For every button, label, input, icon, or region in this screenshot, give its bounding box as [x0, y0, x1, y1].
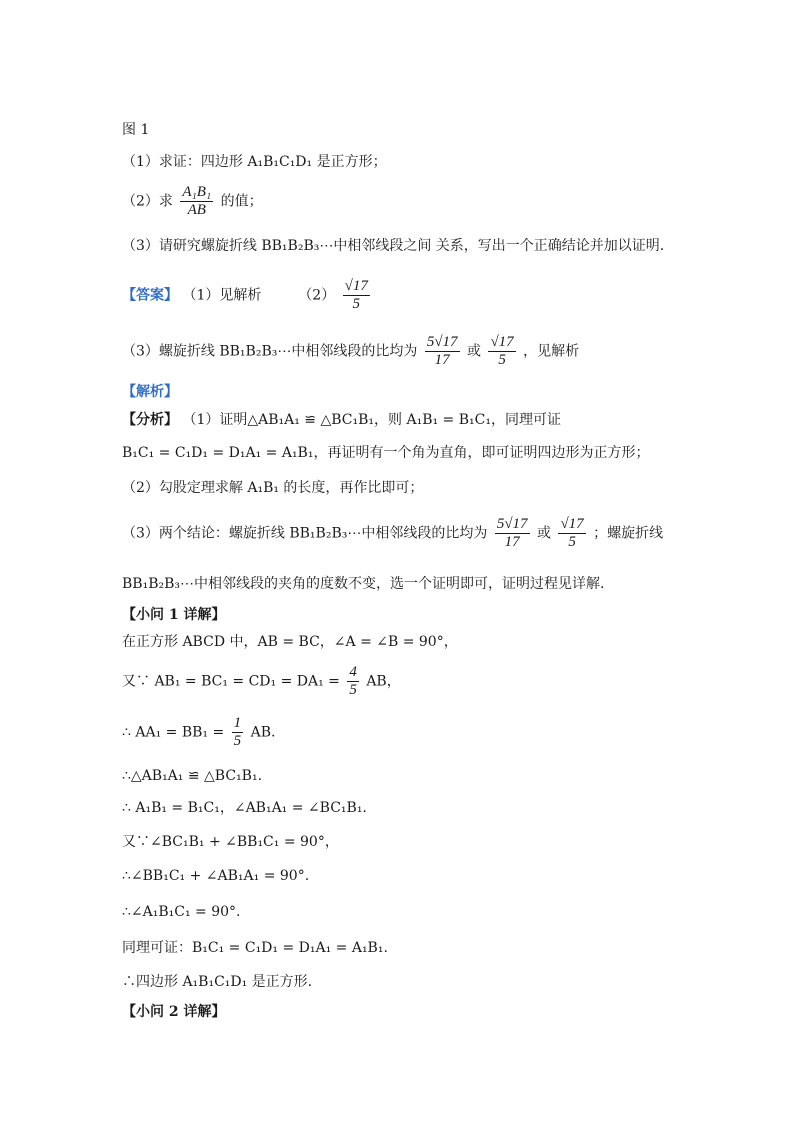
subquestion-1-heading: 【小问 1 详解】 — [122, 607, 226, 623]
subquestion-2-heading: 【小问 2 详解】 — [122, 1004, 226, 1020]
step-1b-fraction — [347, 664, 359, 699]
fenxi-1: （1）证明△AB₁A₁ ≌ △BC₁B₁，则 A₁B₁ = B₁C₁，同理可证 — [182, 412, 561, 428]
step-1c-numerator: 1 — [233, 715, 242, 731]
q2-numerator: A₁B₁ — [182, 184, 212, 200]
step-1d: ∴△AB₁A₁ ≌ △BC₁B₁. — [122, 768, 263, 784]
question-3: （3）请研究螺旋折线 BB₁B₂B₃⋯中相邻线段之间 关系，写出一个正确结论并加以证明. — [122, 238, 665, 254]
analysis-tag: 【解析】 — [122, 384, 178, 400]
step-1c-prefix: ∴ AA₁ = BB₁ = — [122, 724, 225, 741]
step-1g: ∴∠BB₁C₁ + ∠AB₁A₁ = 90°. — [122, 868, 310, 884]
answer-2-label: （2） — [298, 287, 336, 304]
fenxi-tag: 【分析】 — [122, 412, 178, 428]
answer-3-numerator-1: 5√17 — [426, 334, 458, 350]
answer-tag: 【答案】 — [122, 287, 178, 304]
step-1c — [122, 715, 275, 750]
answer-3-denominator-2: 5 — [498, 352, 506, 368]
q2-suffix: 的值； — [220, 193, 263, 210]
fenxi-2: （2）勾股定理求解 A₁B₁ 的长度，再作比即可； — [122, 480, 424, 496]
fenxi-line-1 — [122, 410, 561, 430]
step-1j: ∴四边形 A₁B₁C₁D₁ 是正方形. — [122, 974, 313, 990]
fenxi-3-prefix: （3）两个结论：螺旋折线 BB₁B₂B₃⋯中相邻线段的比均为 — [122, 525, 488, 542]
question-2 — [122, 184, 263, 219]
step-1b-suffix: AB， — [366, 673, 401, 690]
step-1b — [122, 664, 401, 699]
answer-2-fraction — [343, 278, 370, 313]
figure-caption: 图 1 — [122, 122, 150, 138]
step-1b-prefix: 又∵ AB₁ = BC₁ = CD₁ = DA₁ = — [122, 673, 340, 690]
fenxi-3b: BB₁B₂B₃⋯中相邻线段的夹角的度数不变，选一个证明即可，证明过程见详解. — [122, 576, 605, 592]
answer-3-prefix: （3）螺旋折线 BB₁B₂B₃⋯中相邻线段的比均为 — [122, 343, 418, 360]
step-1f: 又∵∠BC₁B₁ + ∠BB₁C₁ = 90°， — [122, 834, 339, 850]
answer-3-fraction-2 — [488, 334, 515, 369]
answer-2-numerator: √17 — [344, 278, 368, 294]
fenxi-3-denominator-1: 17 — [504, 534, 520, 550]
answer-3-numerator-2: √17 — [490, 334, 514, 350]
answer-3-denominator-1: 17 — [434, 352, 450, 368]
fenxi-3-suffix: ；螺旋折线 — [593, 525, 664, 542]
step-1i: 同理可证：B₁C₁ = C₁D₁ = D₁A₁ = A₁B₁. — [122, 940, 388, 956]
answer-3-fraction-1 — [425, 334, 460, 369]
step-1c-fraction — [232, 715, 244, 750]
step-1c-denominator: 5 — [233, 733, 242, 749]
question-1: （1）求证：四边形 A₁B₁C₁D₁ 是正方形； — [122, 154, 387, 170]
q2-fraction — [180, 184, 213, 219]
step-1h: ∴∠A₁B₁C₁ = 90°. — [122, 904, 241, 920]
fenxi-3-fraction-2 — [558, 516, 585, 551]
fenxi-3-fraction-1 — [495, 516, 530, 551]
q2-prefix: （2）求 — [122, 193, 173, 210]
analysis-heading — [122, 382, 178, 402]
fenxi-3 — [122, 516, 663, 551]
fenxi-3-numerator-2: √17 — [560, 516, 584, 532]
q2-denominator: AB — [187, 202, 206, 218]
fenxi-3-or: 或 — [537, 525, 551, 542]
fenxi-3-numerator-1: 5√17 — [496, 516, 528, 532]
answer-3-or: 或 — [467, 343, 481, 360]
answer-3-suffix: ，见解析 — [523, 343, 580, 360]
step-1b-denominator: 5 — [349, 682, 357, 698]
step-1a: 在正方形 ABCD 中，AB = BC，∠A = ∠B = 90°， — [122, 634, 458, 650]
answer-2-denominator: 5 — [352, 296, 361, 312]
fenxi-3-denominator-2: 5 — [568, 534, 576, 550]
answer-1: （1）见解析 — [182, 287, 262, 304]
answer-line — [122, 278, 373, 313]
step-1c-suffix: AB. — [250, 724, 276, 741]
step-1e: ∴ A₁B₁ = B₁C₁，∠AB₁A₁ = ∠BC₁B₁. — [122, 800, 367, 816]
answer-3 — [122, 334, 579, 369]
fenxi-1b: B₁C₁ = C₁D₁ = D₁A₁ = A₁B₁，再证明有一个角为直角，即可证明四边形为正方形； — [122, 445, 650, 461]
step-1b-numerator: 4 — [349, 664, 357, 680]
